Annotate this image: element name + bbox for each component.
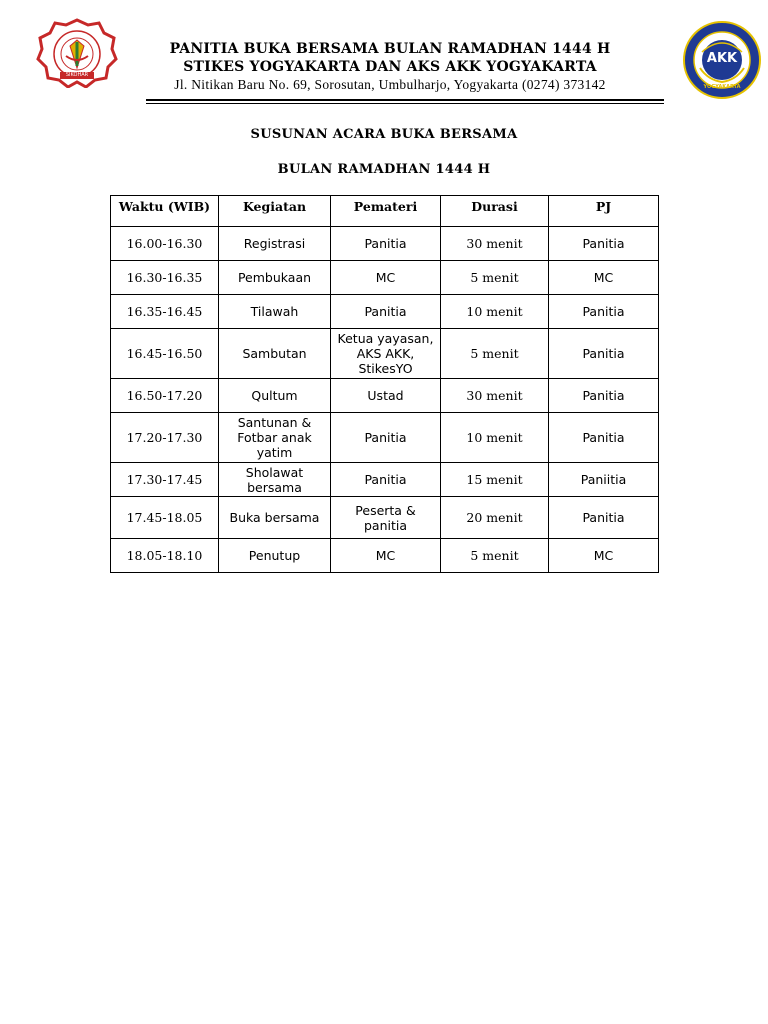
cell-waktu: 17.45-18.05 [111,497,219,539]
cell-durasi: 10 menit [441,295,549,329]
cell-kegiatan: Registrasi [219,227,331,261]
cell-pj: Paniitia [549,463,659,497]
cell-kegiatan: Santunan & Fotbar anak yatim [219,413,331,463]
cell-pemateri: Panitia [331,413,441,463]
cell-kegiatan: Penutup [219,539,331,573]
cell-waktu: 17.20-17.30 [111,413,219,463]
table-row [111,329,659,379]
stikes-logo-banner: SIKOHAR [65,72,89,78]
table-row [111,379,659,413]
cell-durasi: 20 menit [441,497,549,539]
cell-waktu: 16.30-16.35 [111,261,219,295]
cell-waktu: 17.30-17.45 [111,463,219,497]
cell-pemateri: MC [331,261,441,295]
cell-kegiatan: Buka bersama [219,497,331,539]
cell-kegiatan: Pembukaan [219,261,331,295]
akk-logo-subtext: YOGYAKARTA [703,84,741,90]
table-row [111,261,659,295]
table-header-row [111,196,659,227]
cell-pj: Panitia [549,497,659,539]
document-subtitle: BULAN RAMADHAN 1444 H [277,162,491,177]
cell-pemateri: Panitia [331,295,441,329]
cell-kegiatan: Tilawah [219,295,331,329]
schedule-table [110,195,659,573]
cell-pemateri: Panitia [331,227,441,261]
table-row [111,413,659,463]
cell-pj: Panitia [549,413,659,463]
cell-pj: Panitia [549,227,659,261]
cell-durasi: 30 menit [441,379,549,413]
cell-pj: MC [549,539,659,573]
cell-waktu: 18.05-18.10 [111,539,219,573]
letterhead-address: Jl. Nitikan Baru No. 69, Sorosutan, Umbulharjo, Yogyakarta (0274) 373142 [174,77,606,92]
column-header-pj: PJ [549,196,659,227]
column-header-kegiatan: Kegiatan [219,196,331,227]
cell-durasi: 10 menit [441,413,549,463]
cell-waktu: 16.50-17.20 [111,379,219,413]
cell-waktu: 16.00-16.30 [111,227,219,261]
letterhead-divider-thin [146,103,664,104]
letterhead-line-1: PANITIA BUKA BERSAMA BULAN RAMADHAN 1444 H [169,41,611,57]
akk-logo-icon [682,20,762,100]
cell-pemateri: Panitia [331,463,441,497]
table-row [111,497,659,539]
letterhead-divider [146,99,664,101]
table-row [111,227,659,261]
cell-kegiatan: Sambutan [219,329,331,379]
cell-durasi: 30 menit [441,227,549,261]
cell-pemateri: Peserta & panitia [331,497,441,539]
cell-waktu: 16.35-16.45 [111,295,219,329]
cell-pj: Panitia [549,379,659,413]
cell-waktu: 16.45-16.50 [111,329,219,379]
cell-kegiatan: Sholawat bersama [219,463,331,497]
akk-logo-text: AKK [706,51,738,66]
table-row [111,295,659,329]
cell-pj: Panitia [549,295,659,329]
cell-durasi: 5 menit [441,329,549,379]
cell-durasi: 5 menit [441,261,549,295]
cell-pemateri: MC [331,539,441,573]
cell-pemateri: Ketua yayasan, AKS AKK, StikesYO [331,329,441,379]
column-header-waktu: Waktu (WIB) [111,196,219,227]
table-row [111,539,659,573]
cell-pj: Panitia [549,329,659,379]
table-row [111,463,659,497]
cell-durasi: 15 menit [441,463,549,497]
cell-durasi: 5 menit [441,539,549,573]
stikes-logo-icon [36,18,118,88]
column-header-pemateri: Pemateri [331,196,441,227]
letterhead-line-2: STIKES YOGYAKARTA DAN AKS AKK YOGYAKARTA [183,59,597,75]
letterhead [120,40,660,93]
column-header-durasi: Durasi [441,196,549,227]
document-title: SUSUNAN ACARA BUKA BERSAMA [250,127,518,142]
cell-pj: MC [549,261,659,295]
cell-kegiatan: Qultum [219,379,331,413]
cell-pemateri: Ustad [331,379,441,413]
